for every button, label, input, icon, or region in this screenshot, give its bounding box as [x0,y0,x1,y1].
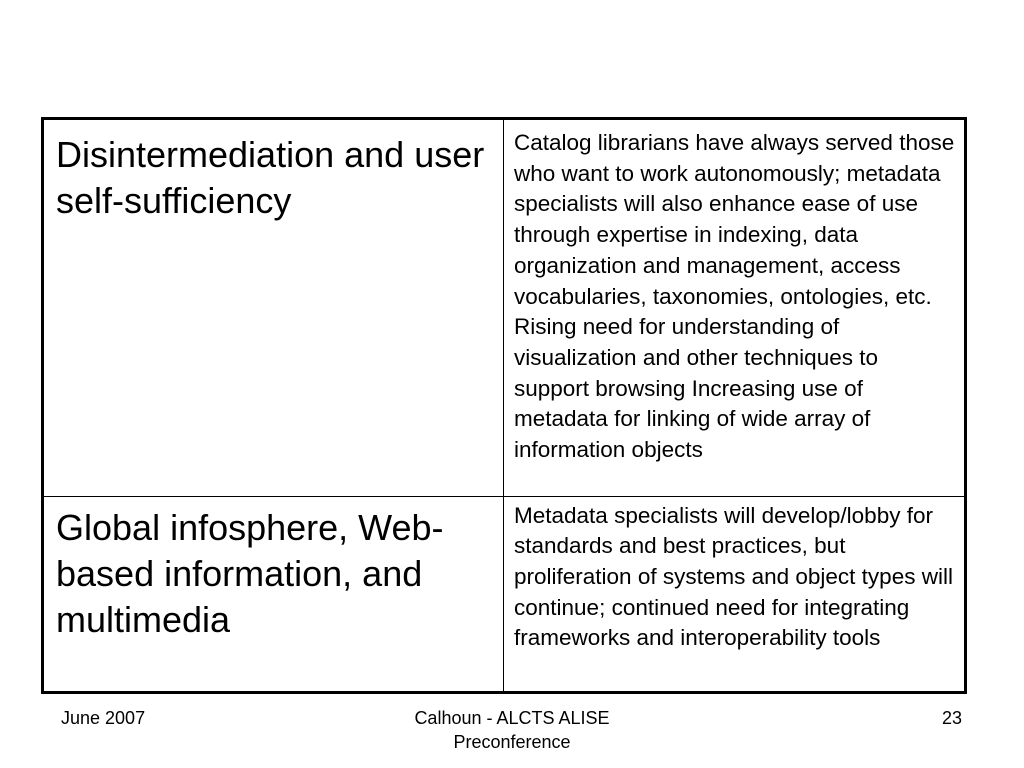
table-row [43,119,966,497]
topic-cell [43,119,504,497]
description-cell [504,496,966,692]
table-row [43,496,966,692]
footer-date: June 2007 [61,708,146,728]
description-text: Metadata specialists will develop/lobby for standards and best practices, but proliferation of systems and object types will continue; continued need for integrating frameworks and interoperability tools [514,502,953,651]
page-number: 23 [941,708,962,728]
topic-text: Global infosphere, Web-based information, and multimedia [56,506,444,640]
footer-title-line1: Calhoun - ALCTS ALISE [414,708,610,728]
footer-title-line2: Preconference [453,732,571,752]
topic-text: Disintermediation and user self-sufficiency [56,134,485,221]
content-table [41,117,967,694]
footer-title [362,706,662,754]
topic-cell [43,496,504,692]
description-text: Catalog librarians have always served those who want to work autonomously; metadata specialists will also enhance ease of use through expertise in indexing, data organization and management, access vocabularies, taxonomies, ontologies, etc. Rising need for understanding of visualization and other techniques to support browsing Increasing use of metadata for linking of wide array of information objects [514,130,955,463]
description-cell [504,119,966,497]
